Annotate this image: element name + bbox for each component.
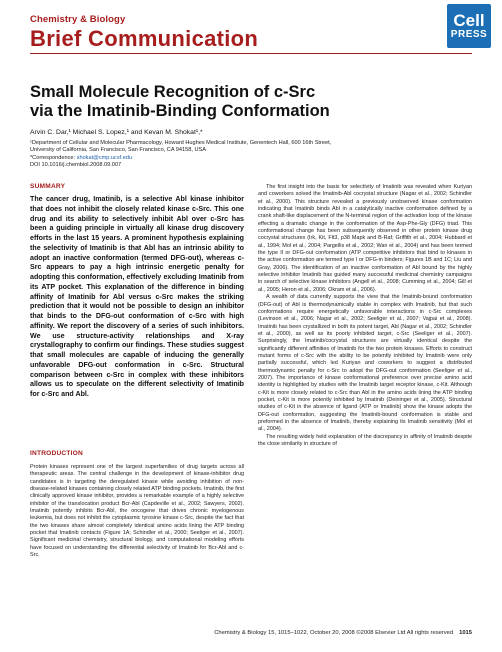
correspondence-label: *Correspondence: <box>30 154 77 161</box>
right-column <box>258 184 472 448</box>
page-footer <box>214 630 472 636</box>
correspondence-email[interactable]: shokat@cmp.ucsf.edu <box>76 154 133 161</box>
section-type: Brief Communication <box>30 26 259 51</box>
right-paragraph-2: A wealth of data currently supports the view that the Imatinib-bound conformation (DFG-out) of Abl is thermodynamically stable in complex with Imatinib, but that such conformations require energetically unfavorable interactions in c-Src complexes (Levinson et al., 2006; Nagar et al., 2002; Seeliger et al., 2007; Vajpai et al., 2008). Imatinib has been crystallized in both its potent target, Abl (Nagar et al., 2002; Schindler et al., 2000), as well as its poorly inhibited target, c-Src (Seeliger et al., 2007). Surprisingly, the Imatinib/cocrystal structures are virtually identical despite the significantly different affinities of Imatinib for the two protein kinases. Efforts to construct mutant forms of c-Src with the ability to be potently inhibited by Imatinib were only partially successful, which led Kuriyan and coworkers to suggest a distributed thermodynamic penalty for c-Src to adopt the DFG-out conformation (Seeliger et al., 2007). The importance of kinase conformational preference over precise amino acid identity is highlighted by studies with the Imatinib target receptor kinase, c-Kit. Although c-Kit is more closely related to c-Src than Abl in the amino acids lining the ATP binding pocket, c-Kit is more potently inhibited by Imatinib (Deininger et al., 2005). Structural studies of c-Kit in the absence of ligand (ATP or Imatinib) show the kinase adopts the DFG-out conformation, suggesting the Imatinib-bound conformation is stable and preformed in the absence of Imatinib, thereby explaining its Imatinib sensitivity (Mol et al., 2004). <box>258 294 472 433</box>
title-line-2: via the Imatinib-Binding Conformation <box>30 102 330 120</box>
summary-text: The cancer drug, Imatinib, is a selective Abl kinase inhibitor that does not inhibit the closely related kinase c-Src. This one drug and its ability to selectively inhibit Abl over c-Src has been a guiding principle in virtually all kinase drug discovery efforts in the last 15 years. A prominent hypothesis explaining the selectivity of Imatinib is that Abl has an intrinsic ability to adopt an inactive conformation (termed DFG-out), whereas c-Src appears to pay a high intrinsic energetic penalty for adopting this conformation, effectively excluding Imatinib from its ATP pocket. This explanation of the difference in binding affinity of Imatinib for Abl versus c-Src makes the striking prediction that it would not be possible to design an inhibitor that binds to the DFG-out conformation of c-Src with high affinity. We report the discovery of a series of such inhibitors. We use structure-activity relationships and X-ray crystallography to confirm our findings. These studies suggest that small molecules are capable of inducing the generally unfavorable DFG-out conformation in c-Src. Structural comparison between c-Src in complex with these inhibitors allows us to speculate on the different selectivity of Imatinib for c-Src and Abl. <box>30 195 244 398</box>
summary-heading: SUMMARY <box>30 183 66 190</box>
title-line-1: Small Molecule Recognition of c-Src <box>30 83 316 101</box>
logo-text-cell: Cell <box>453 11 485 30</box>
correspondence <box>30 155 470 162</box>
cell-press-logo <box>447 4 491 48</box>
journal-name: Chemistry & Biology <box>30 14 126 25</box>
affiliations <box>30 140 470 170</box>
doi: DOI 10.1016/j.chembiol.2008.09.007 <box>30 162 122 169</box>
logo-text-press: PRESS <box>450 29 488 40</box>
introduction-paragraph: Protein kinases represent one of the largest superfamilies of drug targets across all therapeutic areas. The central challenge in the development of kinase-inhibitor drug candidates is in targeting the deregulated kinase while avoiding inhibition of non-disease-related kinases containing closely related ATP binding pockets. Imatinib, the first clinically approved kinase inhibitor, provides a remarkable example of a highly selective inhibitor of the translocation product Bcr-Abl (Capdeville et al., 2002; Sawyers, 2002). Imatinib potently inhibits Bcr-Abl, the oncogene that drives chronic myelogenous leukemia, but does not inhibit the cytoplasmic tyrosine kinase c-Src, despite the fact that the two kinases share almost completely identical amino acids lining the ATP binding pocket that Imatinib contacts (Figure 1A; Schindler et al., 2000; Seeliger et al., 2007). Significant medicinal chemistry, structural biology, and computational modeling efforts have focused on understanding the differential selectivity of Imatinib for Bcr-Abl and c-Src. <box>30 464 244 559</box>
affiliation-line-2: University of California, San Francisco, San Francisco, CA 94158, USA <box>30 147 206 154</box>
author-list: Arvin C. Dar,¹ Michael S. Lopez,¹ and Kevan M. Shokat¹,* <box>30 129 203 136</box>
page-number: 1015 <box>459 630 472 636</box>
right-paragraph-3: The resulting widely held explanation of the discrepancy in affinity of Imatinib despite the close similarity in structure of <box>258 433 472 448</box>
affiliation-line-1: ¹Department of Cellular and Molecular Pharmacology, Howard Hughes Medical Institute, Genentech Hall, 600 16th Street, <box>30 140 332 146</box>
introduction-text <box>30 464 244 559</box>
article-title <box>30 83 460 121</box>
footer-citation: Chemistry & Biology 15, 1015–1022, October 20, 2008 ©2008 Elsevier Ltd All rights reserved <box>214 630 454 636</box>
header-rule <box>30 53 472 54</box>
introduction-heading: INTRODUCTION <box>30 450 83 457</box>
right-paragraph-1: The first insight into the basis for selectivity of Imatinib was revealed when Kuriyan and coworkers solved the Imatinib-Abl cocrystal structure (Nagar et al., 2002; Schindler et al., 2000). This structure revealed a previously unobserved kinase conformation indicating that Imatinib binds Abl in a catalytically inactive conformation defined by a crank shaft-like displacement of the N-terminal region of the activation loop of the kinase effecting a dramatic change in the conformation of the Asp-Phe-Gly (DFG) triad. This conformational change has been subsequently observed in other protein kinase drug cocrystal structures (Irk, Kit, Flt3, p38 Mapk and B-Raf; Griffith et al., 2004; Hubbard et al., 1994; Mol et al., 2004; Pargellis et al., 2002; Wan et al., 2004) and has been termed the type II or DFG-out conformation (ATP competitive inhibitors that bind to kinases in the active conformation are termed type I or DFG-in binders; Figures 1B and 1C; Liu and Gray, 2006). The identification of an inactive conformation of Abl bound by the highly selective inhibitor Imatinib has guided many successful medicinal chemistry campaigns in search of selective kinase inhibitors (Angell et al., 2008; Cumming et al., 2004; Gill et al., 2005; Heron et al., 2006; Okram et al., 2006). <box>258 184 472 293</box>
